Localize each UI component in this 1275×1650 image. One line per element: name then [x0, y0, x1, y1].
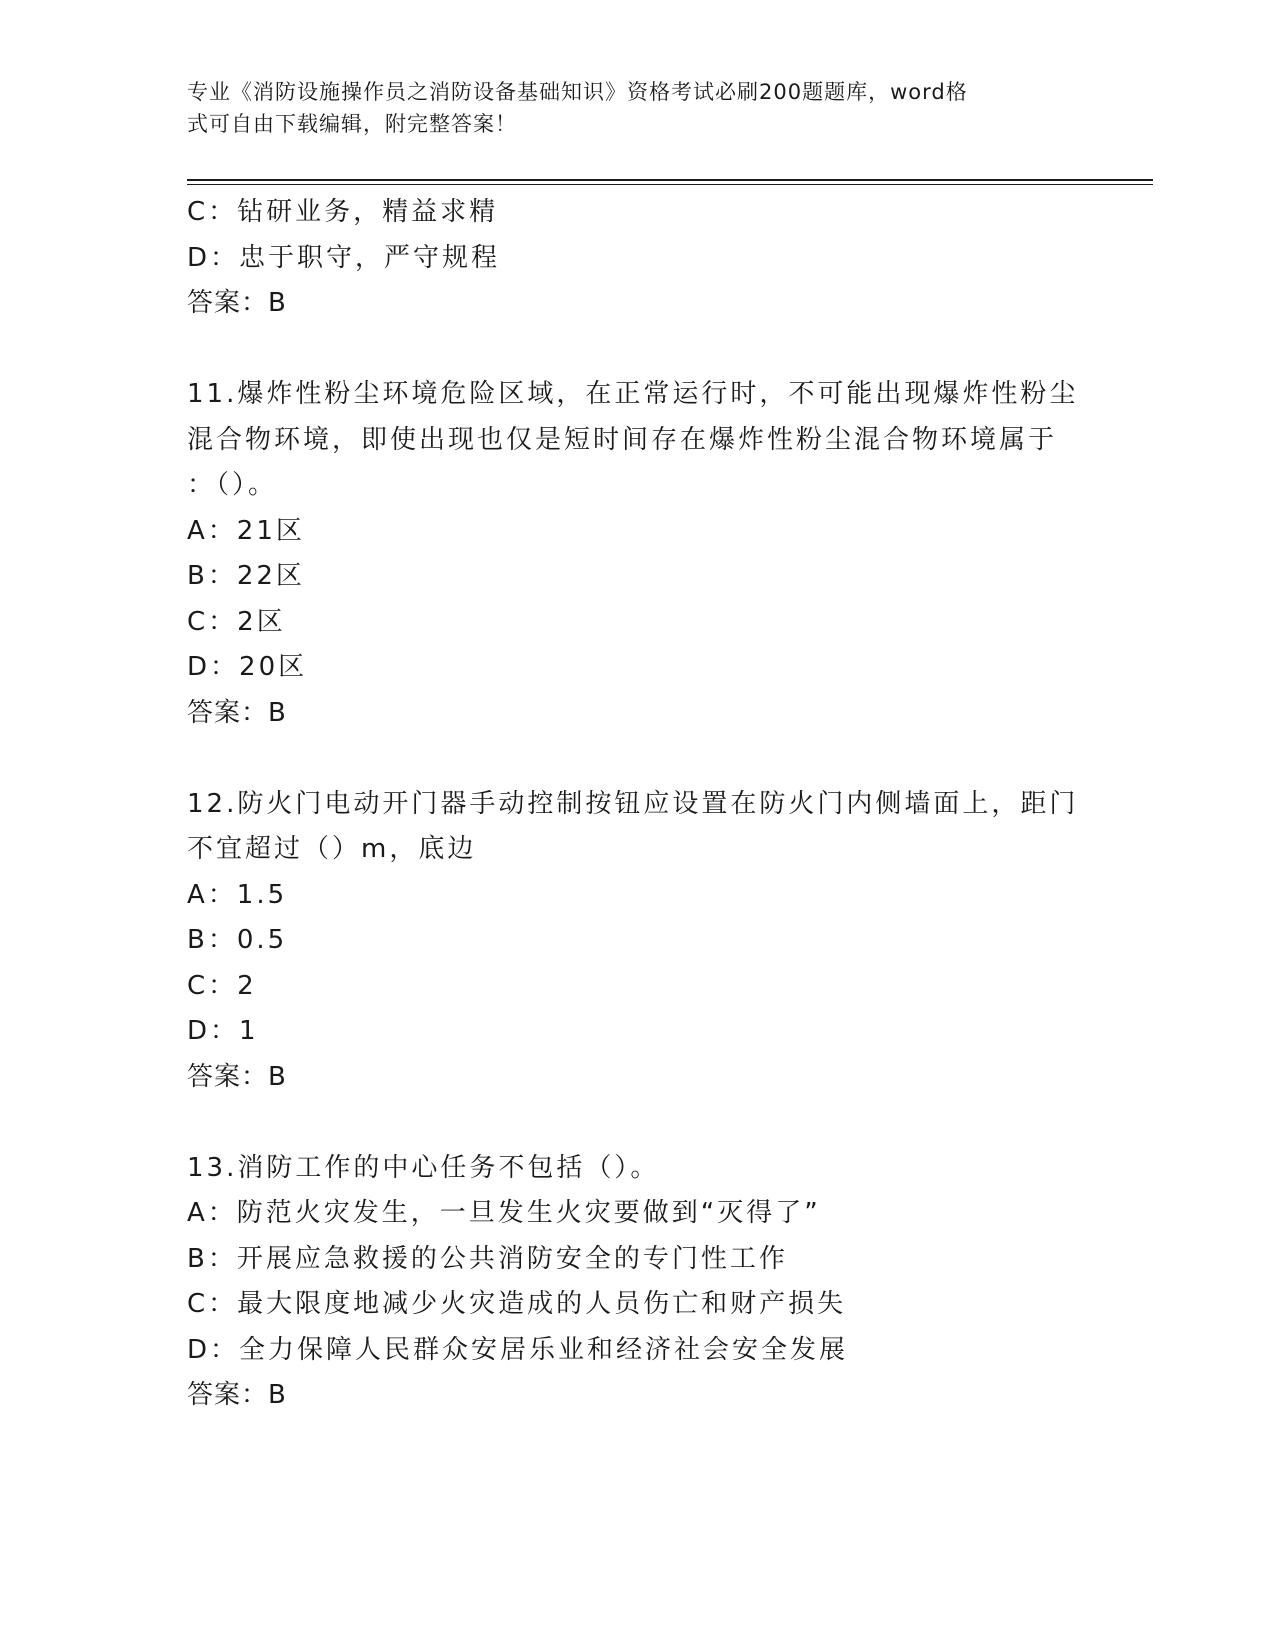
spacer: [187, 1100, 1087, 1146]
option-d: D：1: [187, 1016, 259, 1046]
prev-answer: 答案：B: [187, 288, 287, 318]
question-stem-line: 12.防火门电动开门器手动控制按钮应设置在防火门内侧墙面上，距门: [187, 788, 1079, 819]
answer: 答案：B: [187, 697, 287, 728]
option-c: C：最大限度地减少火灾造成的人员伤亡和财产损失: [187, 1289, 847, 1319]
option-a: A：防范火灾发生，一旦发生火灾要做到“灭得了”: [187, 1198, 821, 1228]
header-line-1: 专业《消防设施操作员之消防设备基础知识》资格考试必刷200题题库，word格: [187, 80, 968, 104]
option-d: D：全力保障人民群众安居乐业和经济社会安全发展: [187, 1334, 849, 1365]
option-b: B：0.5: [187, 925, 288, 955]
question-stem-line: ：（）。: [187, 470, 278, 500]
answer: 答案：B: [187, 1061, 287, 1092]
header-line-2: 式可自由下载编辑，附完整答案！: [187, 112, 517, 136]
question-13: [187, 1146, 1087, 1419]
prev-option-d: D：忠于职守，严守规程: [187, 242, 501, 273]
question-12: [187, 782, 1087, 1101]
question-stem-line: 13.消防工作的中心任务不包括（）。: [187, 1152, 660, 1183]
document-header: [187, 76, 1067, 140]
spacer: [187, 736, 1087, 782]
option-d: D：20区: [187, 652, 308, 682]
option-c: C：2区: [187, 606, 286, 637]
header-rule-thick: [187, 179, 1153, 181]
question-11: [187, 372, 1087, 736]
option-b: B：开展应急救援的公共消防安全的专门性工作: [187, 1243, 788, 1274]
option-a: A：21区: [187, 515, 305, 546]
question-list: [187, 190, 1087, 1419]
option-c: C：2: [187, 970, 257, 1001]
spacer: [187, 327, 1087, 373]
question-stem-line: 11.爆炸性粉尘环境危险区域，在正常运行时，不可能出现爆炸性粉尘: [187, 379, 1079, 409]
answer: 答案：B: [187, 1380, 287, 1410]
header-rule-thin: [187, 184, 1153, 185]
option-b: B：22区: [187, 561, 305, 591]
prev-option-c: C：钻研业务，精益求精: [187, 197, 499, 227]
option-a: A：1.5: [187, 879, 288, 910]
question-stem-line: 不宜超过（）m，底边: [187, 834, 477, 864]
question-stem-line: 混合物环境，即使出现也仅是短时间存在爆炸性粉尘混合物环境属于: [187, 424, 1058, 455]
